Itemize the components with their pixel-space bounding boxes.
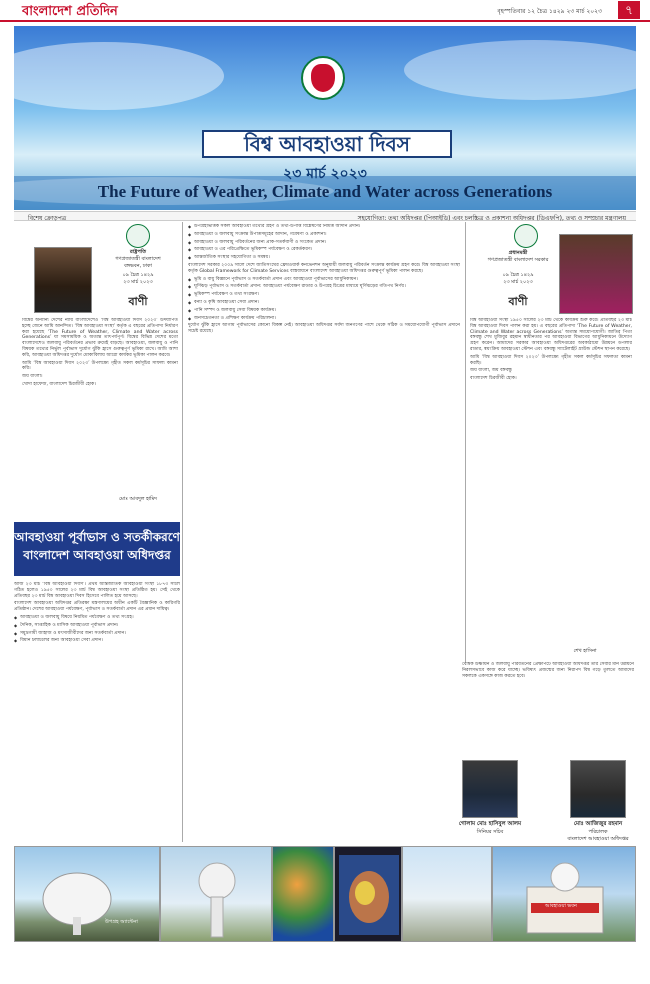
- list-item: ◆ আবহাওয়া ও এর পরিপ্রেক্ষিতে ভূমিকম্প পর্যবেক্ষণ ও রেকর্ডকরণ।: [188, 247, 460, 253]
- official-photo-1: [462, 760, 518, 818]
- radar-station-photo: [160, 846, 272, 942]
- pm-heading: বাণী: [508, 295, 528, 308]
- president-message-body: বিশ্বের অন্যান্য দেশের ন্যায় বাংলাদেশেও ‘বিশ্ব আবহাওয়া দিবস ২০২৩’ উদযাপিত হচ্ছে জেনে আমি আনন্দিত। ‘বিশ্ব আবহাওয়া সংস্থা’ কর্তৃক এ বছরের প্রতিপাদ্য নির্ধারণ করা হয়েছে ‘The Future of Weather, Climate and Water across Generations’ যা সমসাময়িক ও অত্যন্ত তাৎপর্যপূর্ণ। বিশ্বের বিভিন্ন দেশের মতো বাংলাদেশেও জলবায়ু পরিবর্তনের প্রভাব ক্রমেই বাড়ছে। আবহাওয়া, জলবায়ু ও পানি বিষয়ক তথ্যের নির্ভুল পূর্বাভাস দুর্যোগ ঝুঁকি হ্রাসে গুরুত্বপূর্ণ ভূমিকা রাখে। আমি আশা করি, আবহাওয়া অধিদপ্তর দুর্যোগ মোকাবিলায় আরো কার্যকর ভূমিকা পালন করবে।: [22, 318, 178, 358]
- radar-dome-icon: [161, 847, 272, 942]
- pm-country: গণপ্রজাতন্ত্রী বাংলাদেশ সরকার: [487, 257, 549, 263]
- list-item: ◆ বিমান চলাচলের জন্য আবহাওয়া সেবা প্রদান।: [14, 638, 180, 644]
- pm-closing-2: জয় বাংলা, জয় বঙ্গবন্ধু: [470, 368, 512, 374]
- page-number: ৭: [618, 1, 640, 19]
- official-2-title: পরিচালক: [588, 829, 608, 835]
- satellite-dish-icon: [15, 847, 160, 942]
- pm-closing-3: বাংলাদেশ চিরজীবী হোক।: [470, 376, 517, 382]
- list-item: ◆ দৈনিক, সাপ্তাহিক ও মাসিক আবহাওয়া পূর্বাভাস প্রদান।: [14, 623, 180, 629]
- newspaper-logo: বাংলাদেশ প্রতিদিন: [22, 4, 118, 19]
- issue-date: বৃহস্পতিবার ১২ চৈত্র ১৪২৯ ২৩ মার্চ ২০২৩: [497, 8, 602, 15]
- left-article: [14, 582, 180, 842]
- list-item: ◆ আবহাওয়া ও জলবায়ু বিষয়ে নিয়মিত পর্যবেক্ষণ ও তথ্য সংগ্রহ।: [14, 615, 180, 621]
- list-item: ◆ উপগ্রহভিত্তিক সকল আবহাওয়া তথ্যের গ্রহণ ও তথ্য-উপাত্ত বিশ্লেষণের নিমিত্ত আদান প্রদান।: [188, 224, 460, 230]
- president-closing-3: খোদা হাফেজ, বাংলাদেশ চিরজীবী হোক।: [22, 381, 96, 387]
- pm-closing-1: আমি ‘বিশ্ব আবহাওয়া দিবস ২০২৩’ উপলক্ষ্যে গৃহীত সকল কর্মসূচির সফলতা কামনা করছি।: [470, 354, 632, 366]
- list-item: ◆ ঘূর্ণিঝড় পূর্বাভাস ও সতর্কবার্তা প্রদান: আবহাওয়া পর্যবেক্ষণ রাডার ও উপগ্রহ চিত্রের মাধ্যমে ঘূর্ণিঝড়ের গতিপথ নির্ণয়।: [188, 284, 460, 290]
- official-photo-2: [570, 760, 626, 818]
- president-photo: [34, 247, 92, 313]
- masthead: [0, 0, 650, 22]
- official-org: বাংলাদেশ আবহাওয়া অধিদপ্তর: [567, 836, 629, 842]
- function-list-mid: [188, 277, 460, 322]
- president-place: বঙ্গভবন, ঢাকা: [124, 263, 152, 269]
- list-item: ◆ আবহাওয়া ও জলবায়ু সংক্রান্ত উপাত্তসমূহের আদান, গবেষণা ও প্রকাশনা।: [188, 232, 460, 238]
- monitoring-room-photo: [402, 846, 492, 942]
- satellite-map-icon: [335, 847, 402, 942]
- building-caption: আবহাওয়া ভবন: [545, 903, 577, 909]
- function-list-top: [188, 224, 460, 261]
- list-item: ◆ ভূমি ও বায়ু বিজ্ঞানে পূর্বাভাস ও সতর্কবার্তা প্রদান এবং আবহাওয়া পূর্বাভাসের আধুনিকায়ন।: [188, 277, 460, 283]
- government-emblem: [301, 56, 345, 100]
- list-item: ◆ পানি সম্পদ ও জলবায়ু সেবা বিষয়ক কার্যক্রম।: [188, 308, 460, 314]
- middle-body-2: দুর্যোগ ঝুঁকি হ্রাসে আগাম পূর্বাভাসের কোনো বিকল্প নেই। আবহাওয়া অধিদপ্তর সর্বদা জনগণের পাশে থেকে সঠিক ও সময়োপযোগী পূর্বাভাস প্রদানে সচেষ্ট রয়েছে।: [188, 323, 460, 335]
- page-title: বিশ্ব আবহাওয়া দিবস: [244, 132, 410, 156]
- satellite-dish-photo: [14, 846, 160, 942]
- president-closing-2: জয় বাংলা।: [22, 374, 43, 380]
- list-item: ◆ ভূমিকম্প পর্যবেক্ষণ ও তথ্য সংরক্ষণ।: [188, 292, 460, 298]
- dish-caption: উপগ্রহ অ্যান্টেনা: [105, 919, 138, 925]
- right-article-para: বৈশ্বিক উষ্ণায়ন ও জলবায়ু পরিবর্তনের প্রেক্ষাপটে আবহাওয়া অধিদপ্তর তার সেবার মান উন্নয়নে নিরলসভাবে কাজ করে যাচ্ছে। ভবিষ্যৎ প্রজন্মের জন্য নিরাপদ বিশ্ব গড়ে তুলতে আমাদের সকলকে একসঙ্গে কাজ করতে হবে।: [462, 662, 634, 679]
- pm-date-en: ২৩ মার্চ ২০২৩: [503, 279, 533, 285]
- weather-map-photo: [272, 846, 334, 942]
- prime-minister-photo: [559, 234, 633, 314]
- left-article-list: [14, 615, 180, 644]
- president-date-en: ২৩ মার্চ ২০২৩: [123, 279, 153, 285]
- list-item: ◆ বন্যা ও কৃষি আবহাওয়া সেবা প্রদান।: [188, 300, 460, 306]
- president-signature: মোঃ আবদুল হামিদ: [119, 496, 157, 502]
- official-1-title: সিনিয়র সচিব: [476, 829, 504, 835]
- column-divider: [182, 222, 183, 842]
- collaboration-credit: সহযোগিতা: তথ্য অধিদপ্তর (পিআইডি) এবং চলচ্চিত্র ও প্রকাশনা অধিদপ্তর (ডিএফপি), তথ্য ও সম্প্রচার মন্ত্রণালয়: [357, 215, 626, 222]
- satellite-image-photo: [334, 846, 402, 942]
- official-2-name: মোঃ আজিজুর রহমান: [573, 821, 623, 827]
- title-box: [202, 130, 452, 158]
- pm-message: [470, 318, 632, 636]
- list-item: ◆ আন্তর্জাতিক সংস্থার সহযোগিতা ও সমন্বয়।: [188, 255, 460, 261]
- president-seal-icon: [126, 224, 150, 248]
- middle-body-1: বাংলাদেশ সরকার ২০০৯ সালে দেশে জাতিসংঘের ফ্রেমওয়ার্ক কনভেনশন অনুযায়ী জলবায়ু পরিবর্তন সংক্রান্ত কার্যক্রম গ্রহণ করে। বিশ্ব আবহাওয়া সংস্থা কর্তৃক Global Framework for Climate Services বাস্তবায়নে বাংলাদেশ আবহাওয়া অধিদপ্তর গুরুত্বপূর্ণ ভূমিকা পালন করছে।: [188, 262, 460, 274]
- pm-office: প্রধানমন্ত্রী: [508, 250, 528, 256]
- department-heading-line-1: আবহাওয়া পূর্বাভাস ও সতর্কীকরণে: [14, 530, 180, 544]
- president-message: [22, 318, 178, 460]
- list-item: ◆ সমুদ্রগামী জাহাজ ও মৎস্যজীবীদের জন্য সতর্কবার্তা প্রদান।: [14, 631, 180, 637]
- department-heading-line-2: বাংলাদেশ আবহাওয়া অধিদপ্তর: [23, 548, 171, 562]
- event-date: ২৩ মার্চ ২০২৩: [283, 166, 367, 182]
- list-item: ◆ আবহাওয়া ও জলবায়ু পরিবর্তনের জন্য প্রাক-সতর্কবাণী ও সংকেত প্রদান।: [188, 240, 460, 246]
- banner: [14, 26, 636, 210]
- theme-title: The Future of Weather, Climate and Water across Generations: [97, 182, 553, 201]
- president-closing-1: আমি ‘বিশ্ব আবহাওয়া দিবস ২০২৩’ উপলক্ষ্যে গৃহীত সকল কর্মসূচির সাফল্য কামনা করি।: [22, 360, 178, 372]
- column-divider: [465, 222, 466, 662]
- left-article-para-2: বাংলাদেশ আবহাওয়া অধিদপ্তর প্রতিরক্ষা মন্ত্রণালয়ের অধীন একটি বৈজ্ঞানিক ও কারিগরি প্রতিষ্ঠান। দেশের আবহাওয়া পর্যবেক্ষণ, পূর্বাভাস ও সতর্কবার্তা প্রদান এর প্রধান দায়িত্ব।: [14, 601, 180, 613]
- pm-date-bn: ০৯ চৈত্র ১৪২৯: [502, 272, 534, 278]
- right-article: [462, 662, 634, 752]
- building-icon: [493, 847, 636, 942]
- president-country: গণপ্রজাতন্ত্রী বাংলাদেশ: [115, 256, 161, 262]
- middle-article: [188, 224, 460, 842]
- official-1-name: গোলাম মোঃ হাসিবুল আলম: [458, 821, 522, 827]
- headquarters-building-photo: [492, 846, 636, 942]
- president-date-bn: ০৯ চৈত্র ১৪২৯: [122, 272, 154, 278]
- pm-signature: শেখ হাসিনা: [573, 648, 597, 654]
- pm-seal-icon: [514, 224, 538, 248]
- pm-message-body: বিশ্ব আবহাওয়া সংস্থা ১৯৫০ সালের ২৩ মার্চ থেকে কার্যক্রম শুরু করে। প্রতিবছর ২৩ মার্চ বিশ্ব আবহাওয়া দিবস পালন করা হয়। এ বছরের প্রতিপাদ্য ‘The Future of Weather, Climate and Water across Generations’ অত্যন্ত সময়োপযোগী। জাতির পিতা বঙ্গবন্ধু শেখ মুজিবুর রহমান স্বাধীনতার পর আবহাওয়া বিভাগের আধুনিকায়নে উদ্যোগ গ্রহণ করেন। আমাদের সরকার আবহাওয়া অধিদপ্তরের অবকাঠামো উন্নয়নে ডপলার রাডার, স্বয়ংক্রিয় আবহাওয়া স্টেশন এবং বঙ্গবন্ধু স্যাটেলাইট গ্রাউন্ড স্টেশন স্থাপন করেছে।: [470, 318, 632, 352]
- president-office: রাষ্ট্রপতি: [130, 249, 146, 255]
- supplement-label: বিশেষ ক্রোড়পত্র: [28, 215, 67, 222]
- list-item: ◆ জনসচেতনতা ও প্রশিক্ষণ কার্যক্রম পরিচালনা।: [188, 316, 460, 322]
- department-heading: [14, 522, 180, 576]
- left-article-para-1: আজ ২৩ মার্চ ‘বিশ্ব আবহাওয়া দিবস’। প্রথম আন্তর্জাতিক আবহাওয়া সংস্থা ১৮৭৩ সালে গঠিত হলেও ১৯৫০ সালের ২৩ মার্চ বিশ্ব আবহাওয়া সংস্থা প্রতিষ্ঠিত হয়। সেই থেকে প্রতিবছর ২৩ মার্চ বিশ্ব আবহাওয়া দিবস হিসেবে পালিত হয়ে আসছে।: [14, 582, 180, 599]
- president-heading: বাণী: [128, 295, 148, 308]
- credit-bar: [14, 211, 636, 221]
